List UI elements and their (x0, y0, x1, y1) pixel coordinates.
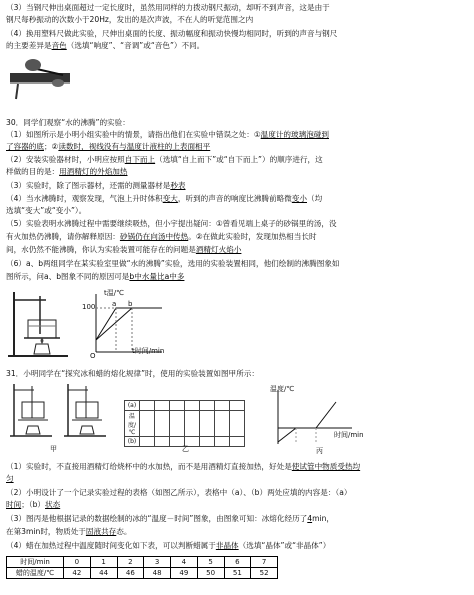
boiling-apparatus-figure (6, 290, 76, 360)
q30-line1b: 了容器的底；②读数时，视线没有与温度计液柱的上表面相平 (6, 142, 211, 151)
q30-line5b: 有火加热仍沸腾，请你解释原因：砂锅仍在向汤中传热。②在做此实验时，发现加热相当长时 (6, 232, 317, 241)
temp-row: 蜡的温度/℃ 42 44 46 48 49 50 51 52 (7, 568, 278, 579)
q30-line4b: 选填“变大”或“变小”）。 (6, 206, 87, 215)
graph-origin: O (90, 352, 96, 360)
bing-xlabel: 时间/min (334, 431, 364, 439)
q30-title: 30．同学们观察“水的沸腾”的实验： (6, 118, 130, 127)
caption-bing: 丙 (316, 447, 323, 455)
q31-line2: （2）小明设计了一个记录实验过程的表格（如图乙所示），表格中（a）、（b）两处应填的内容是：（a） (6, 488, 352, 497)
graph-series-a: a (112, 300, 117, 308)
answer: 用酒精灯的外焰加热 (59, 167, 128, 176)
answer: 酒精灯火焰小 (195, 245, 242, 254)
answer: b中水量比a中多 (129, 272, 185, 281)
answer: 状态 (45, 500, 61, 509)
ruler-figure (8, 55, 78, 100)
bing-ylabel: 温度/℃ (270, 385, 295, 393)
q30-line5c: 间，水仍然不能沸腾，你认为实验装置可能存在的问题是酒精灯火焰小 (6, 245, 242, 254)
answer: 固液共存 (85, 527, 117, 536)
time-row-header: 时间/min (7, 557, 64, 568)
q30-line5: （5）实验表明水沸腾过程中需要继续吸热，但小宇提出疑问：①曾看见端上桌子的砂锅里的汤，没 (6, 219, 337, 228)
answer: 时间 (6, 500, 22, 509)
answer: 非晶体 (215, 541, 239, 550)
caption-jia: 甲 (50, 445, 57, 453)
caption-yi: 乙 (182, 445, 189, 453)
answer: 读数时，视线没有与温度计液柱的上表面相平 (58, 142, 211, 151)
answer: 使试管中物质受热均 (291, 462, 361, 471)
time-row: 时间/min 0 1 2 3 4 5 6 7 (7, 557, 278, 568)
answer: 4 (307, 514, 313, 523)
wax-temperature-table (6, 556, 278, 579)
q30-line3: （3）实验时，除了图示器材，还需的测量器材是秒表 (6, 181, 186, 190)
answer: 音色 (51, 41, 67, 50)
q29-line4: （4）换用塑料尺做此实验，尺伸出桌面的长度、振动幅度和振动快慢均相同时，听到的声音与钢尺 (6, 29, 338, 38)
q31-line4: （4）蜡在加热过程中温度随时间变化如下表，可以判断蜡属于非晶体（选填“晶体”或“非晶体”） (6, 541, 331, 550)
q31-line2b: 时间；（b）状态 (6, 500, 61, 509)
q30-line6: （6）a、b两组同学在某实验室里做“水的沸腾”实验，选用的实验装置相同，他们绘制的沸腾图象如 (6, 259, 340, 268)
melting-apparatus-figure (8, 382, 108, 440)
answer: 变大 (162, 194, 178, 203)
answer: 变小 (291, 194, 307, 203)
q31-title: 31．小明同学在“探究冰和蜡的熔化规律”时，使用的实验装置如图甲所示： (6, 369, 259, 378)
q30-line1: （1）如图所示是小明小组实验中的情景，请指出他们在实验中错误之处：①温度计的玻璃泡碰到 (6, 130, 329, 139)
graph-ymark: 100 (82, 303, 96, 311)
q30-line2: （2）安装实验器材时，小明应按照自下而上（选填“自上而下”或“自下而上”）的顺序进行，这 (6, 155, 323, 164)
answer: 温度计的玻璃泡碰到 (260, 130, 329, 139)
q29-line4b: 的主要差异是音色（选填“响度”、“音调”或“音色”）不同。 (6, 41, 205, 50)
q31-line1: （1）实验时，不直接用酒精灯给烧杯中的水加热，而不是用酒精灯直接加热，好处是使试管中物质受热均 (6, 462, 361, 471)
q31-line3b: 在第3min时，物质处于固液共存态。 (6, 527, 132, 536)
q29-line3: （3）当钢尺伸出桌面超过一定长度时，虽然用同样的力拨动钢尺振动，却听不到声音，这是由于 (6, 3, 330, 12)
q31-line1b: 匀 (6, 474, 14, 483)
graph-series-b: b (128, 300, 133, 308)
graph-ylabel: t温/℃ (104, 289, 124, 297)
q30-line6b: 图所示，问a、b图象不同的原因可是b中水量比a中多 (6, 272, 185, 281)
answer: 自下而上 (124, 155, 156, 164)
q29-line3b: 钢尺每秒振动的次数小于20Hz，发出的是次声波，不在人的听觉范围之内 (6, 15, 254, 24)
q30-line4: （4）当水沸腾时，观察发现，气泡上升时体积变大，听到的声音的响度比沸腾前略微变小（均 (6, 194, 323, 203)
graph-xlabel: t时间/min (132, 347, 165, 355)
q30-line2b: 样做的目的是：用酒精灯的外焰加热 (6, 167, 128, 176)
record-table-yi: (a) 温度/℃ (b) (124, 400, 245, 447)
answer: 秒表 (170, 181, 186, 190)
answer: 砂锅仍在向汤中传热 (119, 232, 189, 241)
q31-line3: （3）图丙是他根据记录的数据绘制的冰的“温度－时间”图象，由图象可知：冰熔化经历了4min， (6, 514, 335, 523)
temp-row-header: 蜡的温度/℃ (7, 568, 64, 579)
